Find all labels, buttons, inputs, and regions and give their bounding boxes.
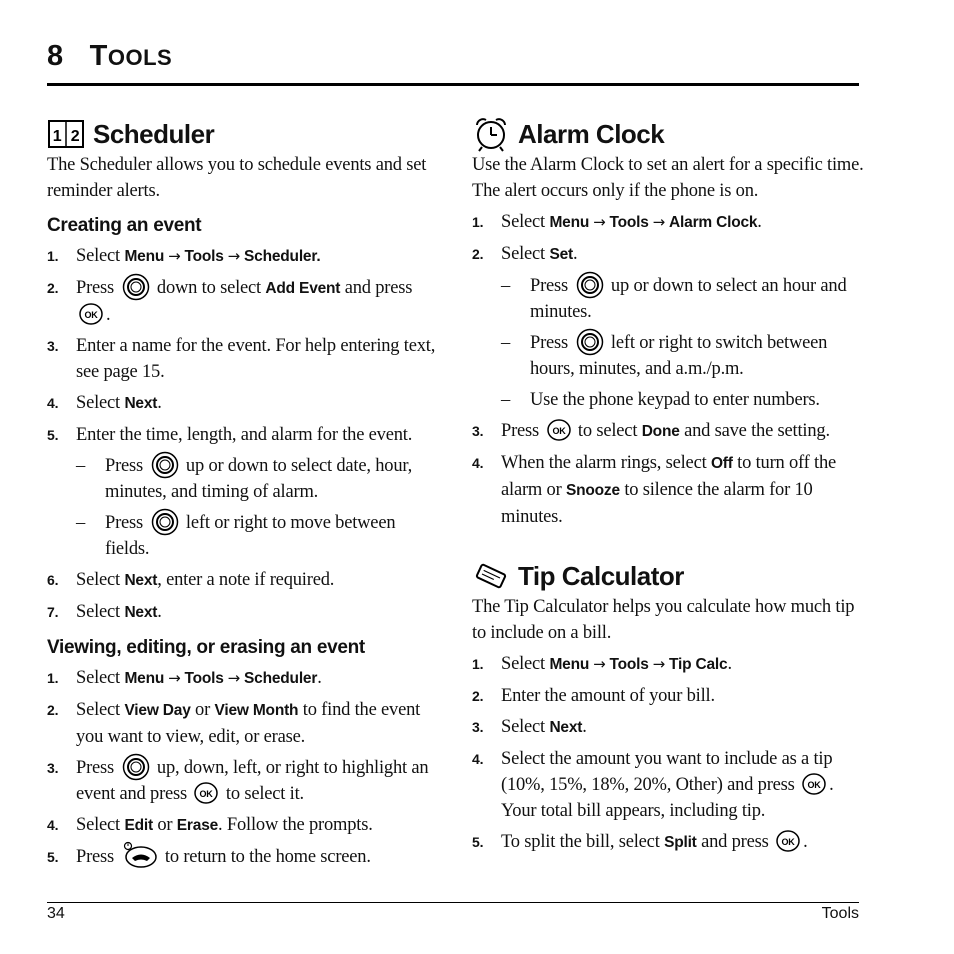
creating-step-4: 4. Select Next. <box>47 393 162 413</box>
viewing-step-4: 4. Select Edit or Erase. Follow the prompts. <box>47 815 373 835</box>
creating-step-3: 3. Enter a name for the event. For help entering text, see page 15. <box>47 336 436 382</box>
alarm-step-1: 1. Select Menu → Tools → Alarm Clock. <box>472 212 762 232</box>
end-key-icon <box>122 841 158 869</box>
creating-step-6: 6. Select Next, enter a note if required. <box>47 570 335 590</box>
navigation-key-icon <box>576 328 604 356</box>
creating-step-1: 1. Select Menu → Tools → Scheduler. <box>47 246 321 266</box>
left-column <box>47 116 437 870</box>
tip-calculator-intro: The Tip Calculator helps you calculate how much tip to include on a bill. <box>472 597 855 643</box>
arrow-icon: → <box>227 669 241 687</box>
ok-key-icon <box>79 303 103 325</box>
alarm-clock-title: Alarm Clock <box>518 119 665 149</box>
viewing-step-1: 1. Select Menu → Tools → Scheduler. <box>47 668 322 688</box>
alarm-step-2a: – Press up or down to select an hour and minutes. <box>472 273 867 325</box>
right-column <box>472 116 867 856</box>
svg-text:1: 1 <box>52 128 62 145</box>
alarm-clock-heading <box>472 116 867 152</box>
scheduler-title: Scheduler <box>93 119 215 149</box>
arrow-icon: → <box>227 247 241 265</box>
creating-step-5a: – Press up or down to select date, hour, minutes, and timing of alarm. <box>47 453 437 505</box>
navigation-key-icon <box>576 271 604 299</box>
svg-text:2: 2 <box>70 128 80 145</box>
arrow-icon: → <box>652 655 666 673</box>
chapter-number: 8 <box>47 40 64 72</box>
arrow-icon: → <box>652 213 666 231</box>
alarm-step-2b: – Press left or right to switch between hours, minutes, and a.m./p.m. <box>472 330 867 382</box>
creating-step-5b: – Press left or right to move between fields. <box>47 510 437 562</box>
arrow-icon: → <box>593 213 606 231</box>
calendar-icon <box>47 116 85 152</box>
svg-text:OK: OK <box>807 780 821 791</box>
tip-calculator-icon <box>472 558 510 594</box>
creating-step-2: 2. Press down to select Add Event and press OK . <box>47 275 437 328</box>
navigation-key-icon <box>151 508 179 536</box>
arrow-icon: → <box>168 669 181 687</box>
scheduler-heading <box>47 116 437 152</box>
creating-event-heading: Creating an event <box>47 215 202 236</box>
page-number: 34 <box>47 905 65 922</box>
viewing-step-3: 3. Press up, down, left, or right to highlight an event and press OK to select it. <box>47 755 437 807</box>
tip-step-2: 2. Enter the amount of your bill. <box>472 686 715 706</box>
chapter-title <box>47 40 172 73</box>
alarm-step-2: 2. Select Set. <box>472 244 578 264</box>
arrow-icon: → <box>168 247 181 265</box>
tip-step-5: 5. To split the bill, select Split and press OK . <box>472 832 808 852</box>
ok-key-icon <box>194 782 218 804</box>
creating-step-5: 5. Enter the time, length, and alarm for the event. <box>47 425 413 445</box>
navigation-key-icon <box>122 273 150 301</box>
header-rule <box>47 83 859 86</box>
ok-key-icon <box>802 773 826 795</box>
creating-step-7: 7. Select Next. <box>47 602 162 622</box>
viewing-event-heading: Viewing, editing, or erasing an event <box>47 637 365 658</box>
tip-calculator-heading <box>472 558 867 594</box>
viewing-step-5: 5. Press to return to the home screen. <box>47 844 437 870</box>
svg-text:OK: OK <box>551 426 566 437</box>
arrow-icon: → <box>593 655 606 673</box>
alarm-step-3: 3. Press OK to select Done and save the setting. <box>472 421 830 441</box>
alarm-clock-icon <box>472 116 510 152</box>
svg-text:OK: OK <box>199 789 214 800</box>
chapter-title-rest: OOLS <box>107 45 173 70</box>
chapter-title-initial: T <box>89 40 108 72</box>
svg-text:OK: OK <box>84 310 98 321</box>
tip-step-4: 4. Select the amount you want to include as a tip (10%, 15%, 18%, 20%, Other) and press OK . Your total bill appears, including tip. <box>472 749 834 821</box>
ok-key-icon <box>776 830 800 852</box>
scheduler-intro: The Scheduler allows you to schedule events and set reminder alerts. <box>47 155 427 201</box>
footer-title: Tools <box>821 905 859 922</box>
tip-step-3: 3. Select Next. <box>472 717 587 737</box>
alarm-clock-intro: Use the Alarm Clock to set an alert for a specific time. The alert occurs only if the phone is on. <box>472 155 864 201</box>
svg-text:OK: OK <box>781 837 795 848</box>
viewing-step-2: 2. Select View Day or View Month to find the event you want to view, edit, or erase. <box>47 700 421 747</box>
alarm-step-4: 4. When the alarm rings, select Off to turn off the alarm or Snooze to silence the alarm for 10 minutes. <box>472 453 837 527</box>
navigation-key-icon <box>122 753 150 781</box>
tip-calculator-title: Tip Calculator <box>518 561 684 591</box>
footer-rule <box>47 902 859 903</box>
alarm-step-2c: – Use the phone keypad to enter numbers. <box>501 390 820 410</box>
tip-step-1: 1. Select Menu → Tools → Tip Calc. <box>472 654 732 674</box>
ok-key-icon <box>547 419 571 441</box>
navigation-key-icon <box>151 451 179 479</box>
